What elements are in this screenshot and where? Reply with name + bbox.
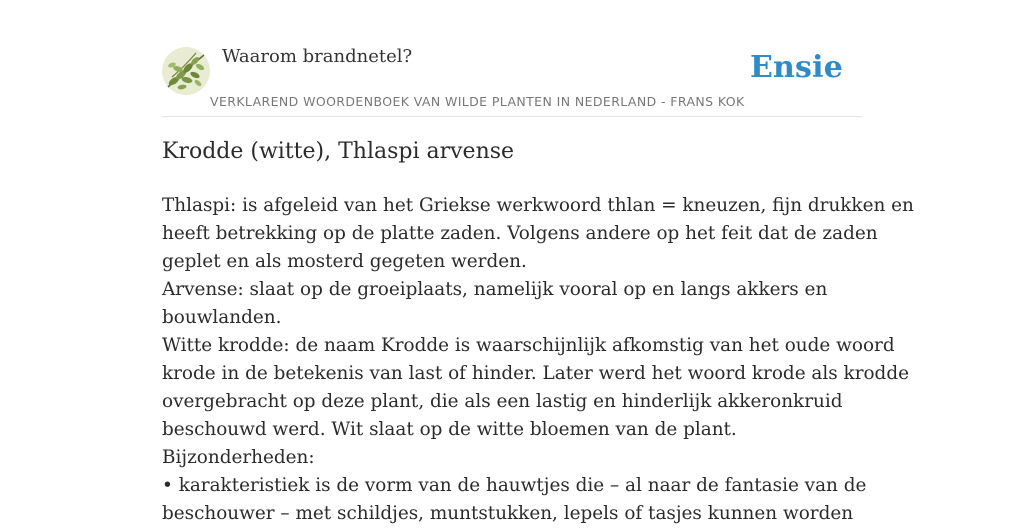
header bbox=[162, 44, 862, 117]
body-line: overgebracht op deze plant, die als een lastig en hinderlijk akkeronkruid bbox=[162, 391, 843, 412]
body-line: bouwlanden. bbox=[162, 307, 282, 328]
article-body bbox=[162, 192, 914, 528]
body-line: Thlaspi: is afgeleid van het Griekse werkwoord thlan = kneuzen, fijn drukken en bbox=[162, 195, 914, 216]
body-line: geplet en als mosterd gegeten werden. bbox=[162, 251, 527, 272]
article-title: Krodde (witte), Thlaspi arvense bbox=[162, 139, 515, 164]
body-line: • karakteristiek is de vorm van de hauwtjes die – al naar de fantasie van de bbox=[162, 475, 867, 496]
dictionary-source: VERKLAREND WOORDENBOEK VAN WILDE PLANTEN IN NEDERLAND - FRANS KOK bbox=[210, 94, 745, 109]
body-line: Witte krodde: de naam Krodde is waarschijnlijk afkomstig van het oude woord bbox=[162, 335, 895, 356]
body-line: beschouwer – met schildjes, muntstukken, lepels of tasjes kunnen worden bbox=[162, 503, 854, 524]
question-link[interactable]: Waarom brandnetel? bbox=[222, 46, 413, 67]
body-line: Arvense: slaat op de groeiplaats, namelijk vooral op en langs akkers en bbox=[162, 279, 828, 300]
body-line: beschouwd werd. Wit slaat op de witte bloemen van de plant. bbox=[162, 419, 737, 440]
body-line: heeft betrekking op de platte zaden. Volgens andere op het feit dat de zaden bbox=[162, 223, 878, 244]
body-line: Bijzonderheden: bbox=[162, 447, 315, 468]
body-line: krode in de betekenis van last of hinder. Later werd het woord krode als krodde bbox=[162, 363, 909, 384]
plant-avatar-icon bbox=[162, 47, 210, 95]
brand-logo[interactable]: Ensie bbox=[749, 50, 843, 85]
